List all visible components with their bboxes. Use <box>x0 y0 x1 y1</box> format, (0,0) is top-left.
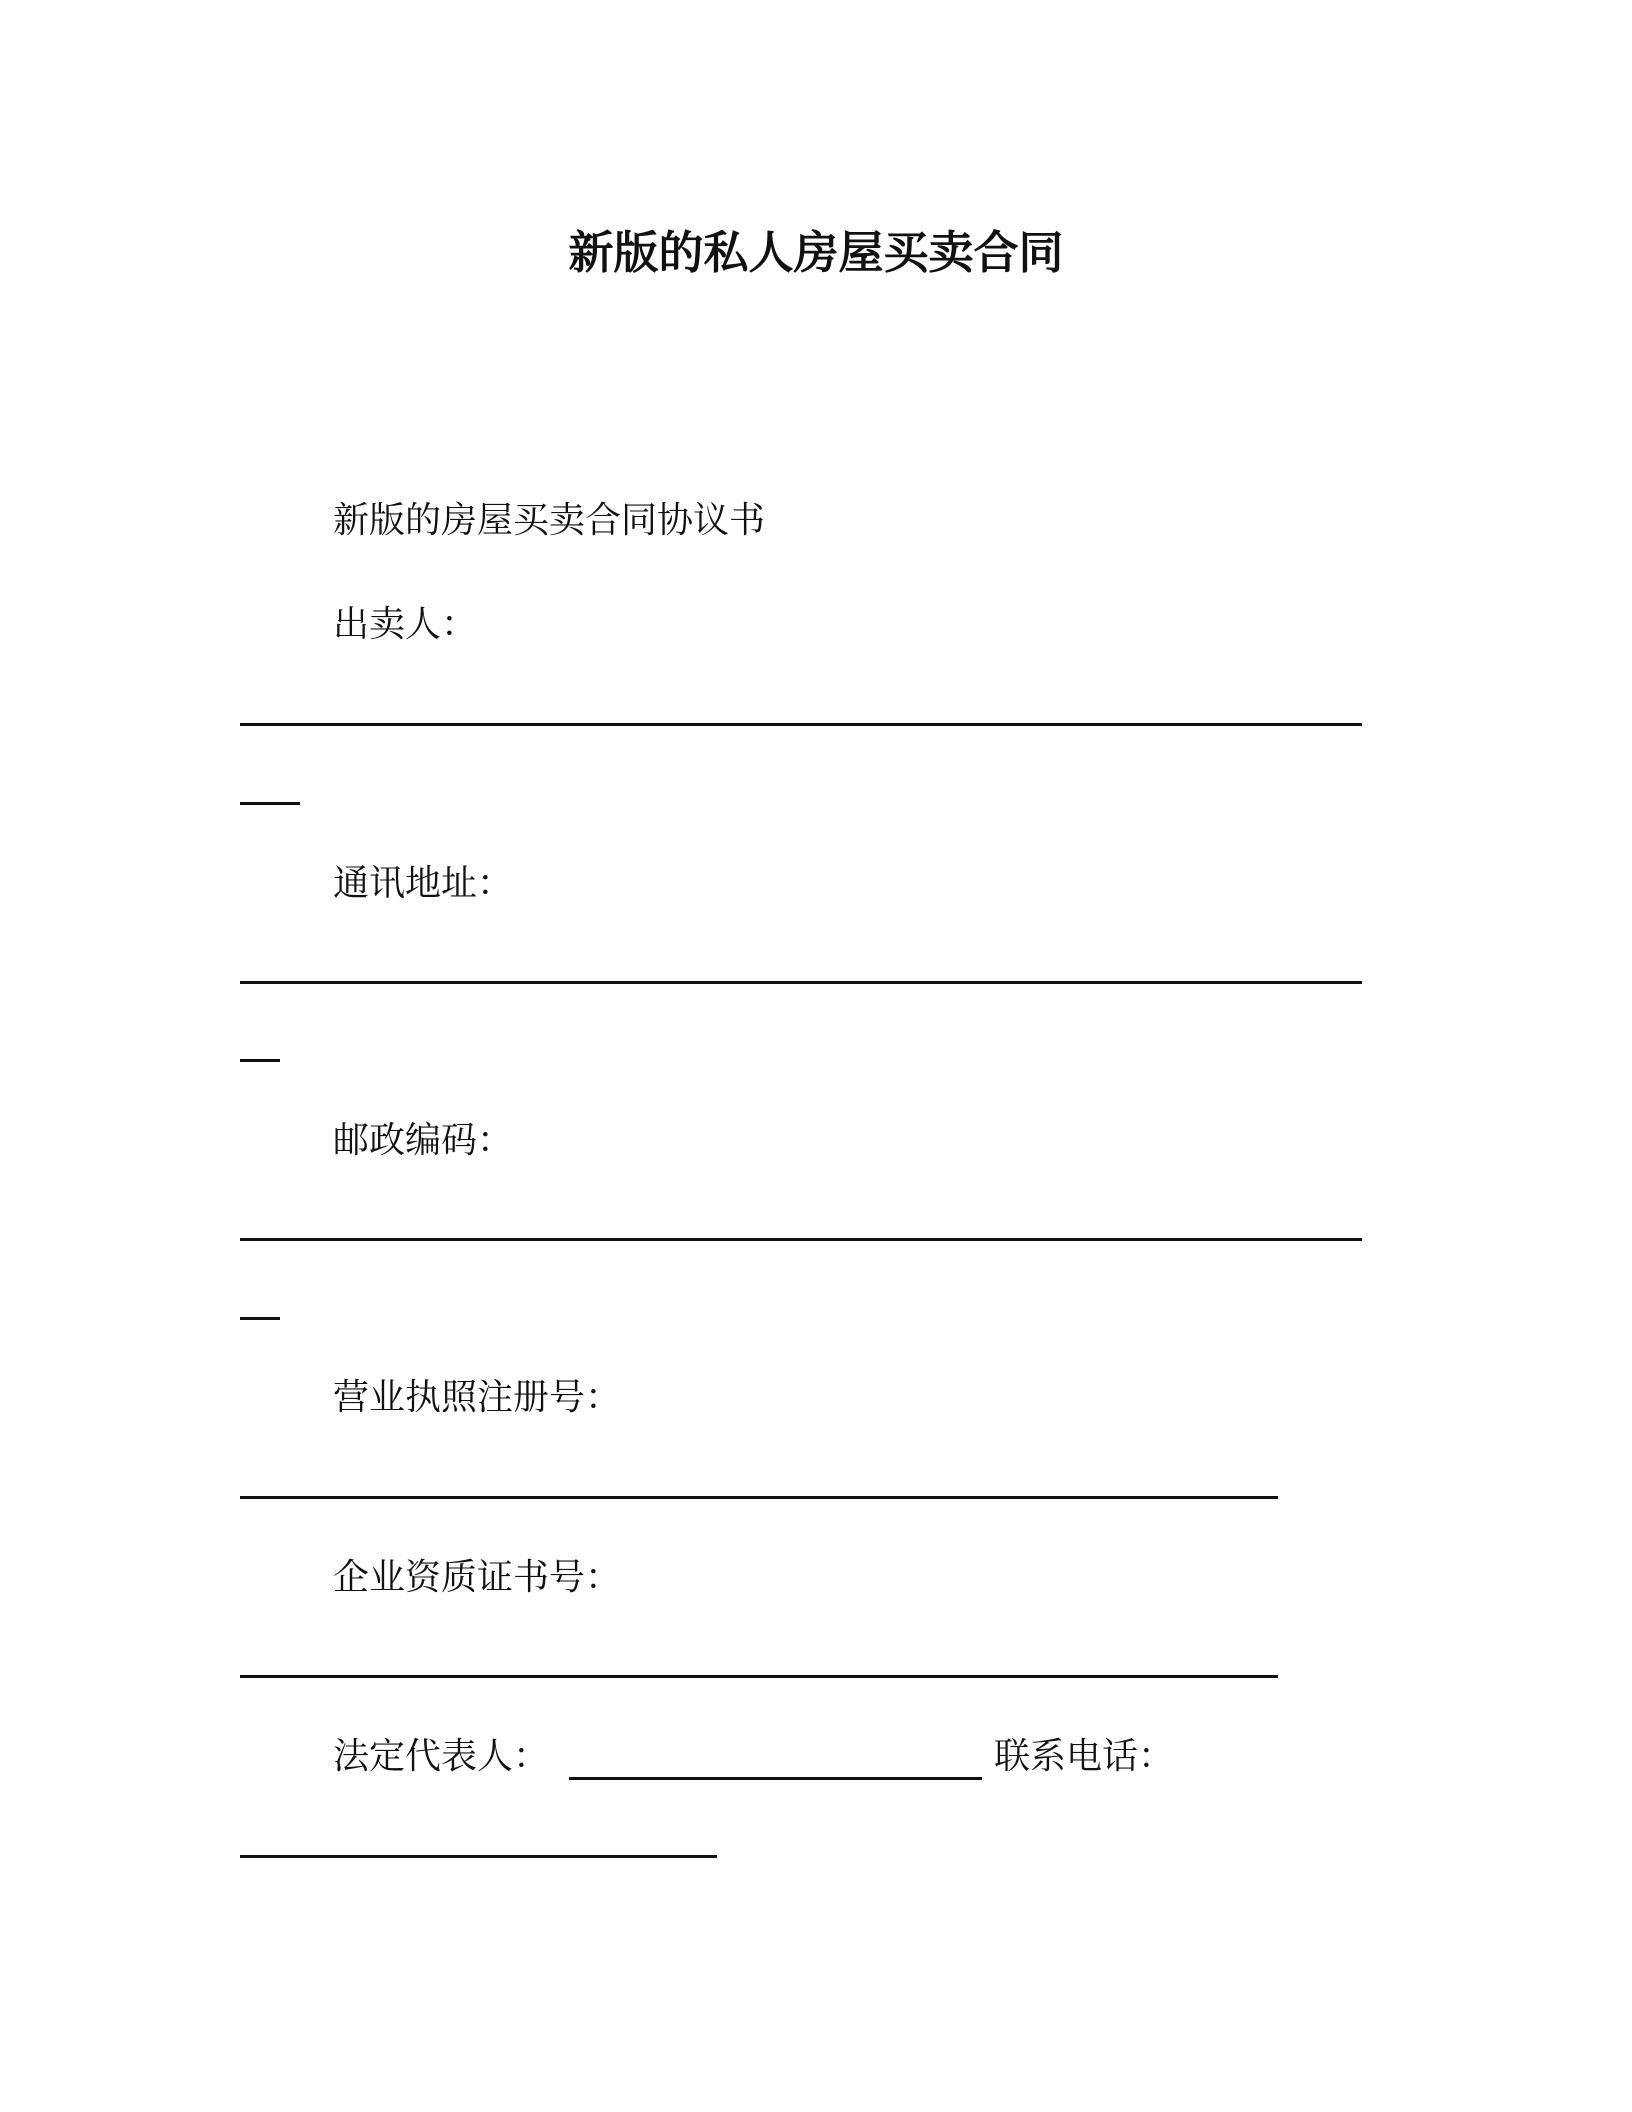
address-blank-line-continued[interactable] <box>240 1059 280 1062</box>
document-subtitle: 新版的房屋买卖合同协议书 <box>333 500 766 541</box>
phone-label: 联系电话： <box>994 1736 1175 1777</box>
qualification-certificate-blank-line[interactable] <box>240 1675 1278 1678</box>
seller-blank-line-continued[interactable] <box>240 802 300 805</box>
qualification-certificate-label: 企业资质证书号： <box>333 1557 622 1598</box>
document-title: 新版的私人房屋买卖合同 <box>568 226 1064 279</box>
seller-label: 出卖人： <box>333 604 478 645</box>
legal-representative-blank-line[interactable] <box>569 1777 982 1780</box>
seller-blank-line[interactable] <box>240 723 1362 726</box>
address-label: 通讯地址： <box>333 863 514 904</box>
phone-blank-line[interactable] <box>240 1855 717 1858</box>
business-license-blank-line[interactable] <box>240 1496 1278 1499</box>
postcode-blank-line[interactable] <box>240 1238 1362 1241</box>
legal-representative-label: 法定代表人： <box>333 1736 550 1777</box>
business-license-label: 营业执照注册号： <box>333 1377 622 1418</box>
postcode-label: 邮政编码： <box>333 1120 514 1161</box>
postcode-blank-line-continued[interactable] <box>240 1317 280 1320</box>
address-blank-line[interactable] <box>240 981 1362 984</box>
legal-representative-row <box>333 1729 1174 1785</box>
